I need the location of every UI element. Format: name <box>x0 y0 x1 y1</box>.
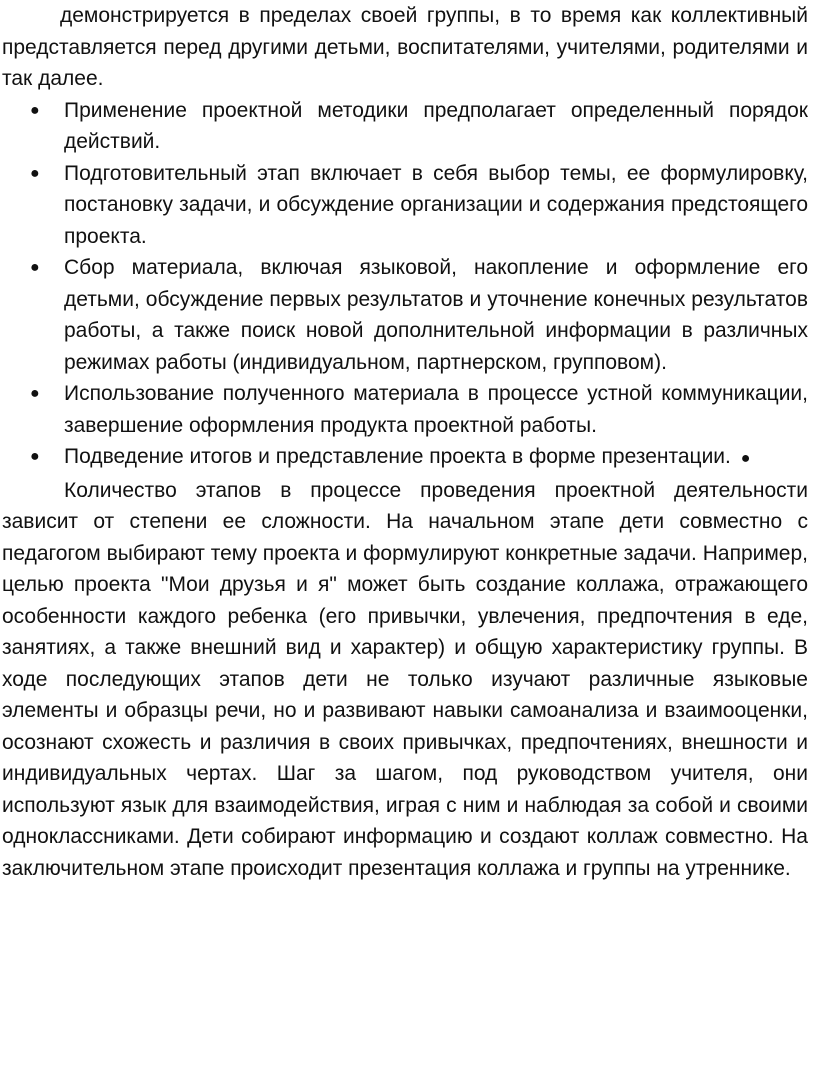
list-item <box>0 95 816 158</box>
list-item-text: Использование полученного материала в процессе устной коммуникации, завершение оформления продукта проектной работы. <box>64 382 808 437</box>
list-item <box>0 158 816 253</box>
list-item-text: Подведение итогов и представление проекта в форме презентации. <box>64 445 731 468</box>
trailing-bullet-icon: ● <box>740 450 751 467</box>
steps-list <box>0 95 816 475</box>
list-item <box>0 441 816 475</box>
bullet-icon: ● <box>30 448 40 465</box>
bullet-icon: ● <box>30 101 40 119</box>
list-item <box>0 252 816 378</box>
bullet-icon: ● <box>30 259 40 276</box>
bullet-icon: ● <box>30 385 40 402</box>
list-item-text: Сбор материала, включая языковой, накопление и оформление его детьми, обсуждение первых результатов и уточнение конечных результатов работы, а также поиск новой дополнительной информации в различных режимах работы (индивидуальном, партнерском, групповом). <box>64 256 808 374</box>
main-paragraph: Количество этапов в процессе проведения проектной деятельности зависит от степени ее сложности. На начальном этапе дети совместно с педагогом выбирают тему проекта и формулируют конкретные задачи. Например, целью проекта "Мои друзья и я" может быть создание коллажа, отражающего особенности каждого ребенка (его привычки, увлечения, предпочтения в еде, занятиях, а также внешний вид и характер) и общую характеристику группы. В ходе последующих этапов дети не только изучают различные языковые элементы и образцы речи, но и развивают навыки самоанализа и взаимооценки, осознают схожесть и различия в своих привычках, предпочтениях, внешности и индивидуальных чертах. Шаг за шагом, под руководством учителя, они используют язык для взаимодействия, играя с ним и наблюдая за собой и своими одноклассниками. Дети собирают информацию и создают коллаж совместно. На заключительном этапе происходит презентация коллажа и группы на утреннике. <box>2 478 808 880</box>
list-item-text: Применение проектной методики предполагает определенный порядок действий. <box>64 98 808 153</box>
list-item <box>0 378 816 441</box>
list-item-text: Подготовительный этап включает в себя выбор темы, ее формулировку, постановку задачи, и обсуждение организации и содержания предстоящего проекта. <box>64 161 808 248</box>
intro-paragraph: демонстрируется в пределах своей группы, в то время как коллективный представляется перед другими детьми, воспитателями, учителями, родителями и так далее. <box>2 4 808 90</box>
bullet-icon: ● <box>30 164 40 182</box>
